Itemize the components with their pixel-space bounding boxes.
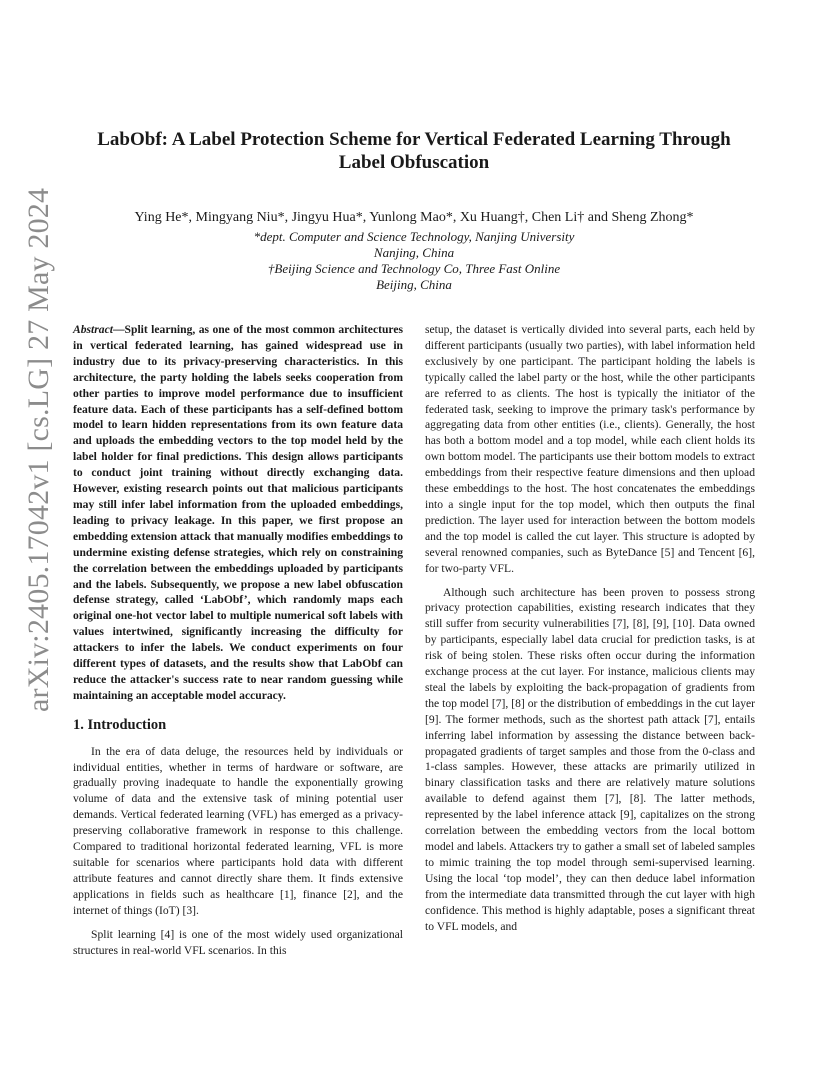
affiliation-beijing: †Beijing Science and Technology Co, Three Fast Online xyxy=(267,261,561,276)
section-heading-introduction: 1. Introduction xyxy=(73,716,167,733)
affiliation-beijing-city: Beijing, China xyxy=(376,277,452,292)
arxiv-identifier: arXiv:2405.17042v1 [cs.LG] 27 May 2024 xyxy=(22,187,55,712)
abstract-keyword: Abstract xyxy=(73,323,113,336)
affiliation-nanjing: *dept. Computer and Science Technology, Nanjing University xyxy=(253,229,575,244)
right-column xyxy=(425,322,755,934)
abstract-body: —Split learning, as one of the most common architectures in vertical federated learning, has gained widespread use in industry due to its privacy-preserving characteristics. In this architecture, the party holding the labels seeks cooperation from other parties to improve model performance due to insufficient feature data. Each of these participants has a self-defined bottom model to learn hidden representations from its own feature data and uploads the embedding vectors to the top model held by the label holder for final predictions. This design allows participants to conduct joint training without directly exchanging data. However, existing research points out that malicious participants may still infer label information from the uploaded embeddings, leading to privacy leakage. In this paper, we first propose an embedding extension attack that manually modifies embeddings to undermine existing defense strategies, which rely on constraining the correlation between the embeddings uploaded by participants and the labels. Subsequently, we propose a new label obfuscation defense strategy, called ‘LabObf’, which randomly maps each original one-hot vector label to multiple numerical soft labels with values intertwined, significantly increasing the difficulty for attackers to infer the labels. We conduct experiments on four different types of datasets, and the results show that LabObf can reduce the attacker's success rate to near random guessing while maintaining an acceptable model accuracy. xyxy=(73,323,403,702)
abstract xyxy=(73,322,403,704)
intro-paragraph-2: Split learning [4] is one of the most widely used organizational structures in real-world VFL scenarios. In this xyxy=(73,927,403,957)
right-paragraph-2: Although such architecture has been proven to possess strong privacy protection capabilities, existing research indicates that they still suffer from security vulnerabilities [7], [8], [9], [10]. Data owned by participants, especially label data crucial for prediction tasks, is at risk of being stolen. These risks often occur during the information exchange process at the cut layer. For instance, malicious clients may steal the labels by exploiting the back-propagation of gradients from the top model [7], [8] or the distribution of embeddings in the cut layer [9]. The former methods, such as the shortest path attack [7], entails inferring label information by assessing the distance between back-propagated gradients of target samples and those from the 0-class and 1-class samples. However, these attacks are primarily utilized in binary classification tasks and there are relatively mature solutions available to defend against them [7], [8]. The latter methods, represented by the label inference attack [9], capitalizes on the strong correlation between the embedding vectors from the local bottom model and labels. Attackers try to gather a small set of labeled samples to mimic training the top model through semi-supervised learning. Using the local ‘top model’, they can then deduce label information from the intermediate data transmitted through the cut layer with high confidence. This method is highly adaptable, poses a significant threat to VFL models, and xyxy=(425,585,755,933)
affiliation-nanjing-city: Nanjing, China xyxy=(373,245,455,260)
author-list: Ying He*, Mingyang Niu*, Jingyu Hua*, Yunlong Mao*, Xu Huang†, Chen Li† and Sheng Zhong* xyxy=(134,210,694,225)
right-paragraph-1: setup, the dataset is vertically divided into several parts, each held by different participants (usually two parties), with label information held exclusively by one participant. The participant holding the labels is typically called the label party or the host, while the other participants are referred to as clients. The host is typically the initiator of the federated task, seeking to improve the primary task's performance by aggregating data from other entities (i.e., clients). Generally, the host has both a bottom model and a top model, while each client holds its own bottom model. The participants use their bottom models to extract embeddings from their respective feature dimensions and then upload these embeddings to the host. The host concatenates the embeddings into a single input for the top model, which then outputs the final prediction. The layer used for interaction between the bottom models and the top model is called the cut layer. This structure is adopted by several renowned companies, such as ByteDance [5] and Tencent [6], for two-party VFL. xyxy=(425,323,755,575)
intro-paragraph-1: In the era of data deluge, the resources held by individuals or individual entities, whether in terms of hardware or software, are gradually proving inadequate to handle the exponentially growing volume of data and the extensive task of mining potential user demands. Vertical federated learning (VFL) has emerged as a privacy-preserving collaborative framework in response to this challenge. Compared to traditional horizontal federated learning, VFL is more suitable for scenarios where participants hold data with different attribute features and cannot directly share them. It finds extensive applications in fields such as healthcare [1], finance [2], and the internet of things (IoT) [3]. xyxy=(73,744,403,917)
paper-title: LabObf: A Label Protection Scheme for Vertical Federated Learning Through Label Obfuscation xyxy=(97,129,731,173)
left-column xyxy=(73,322,403,958)
